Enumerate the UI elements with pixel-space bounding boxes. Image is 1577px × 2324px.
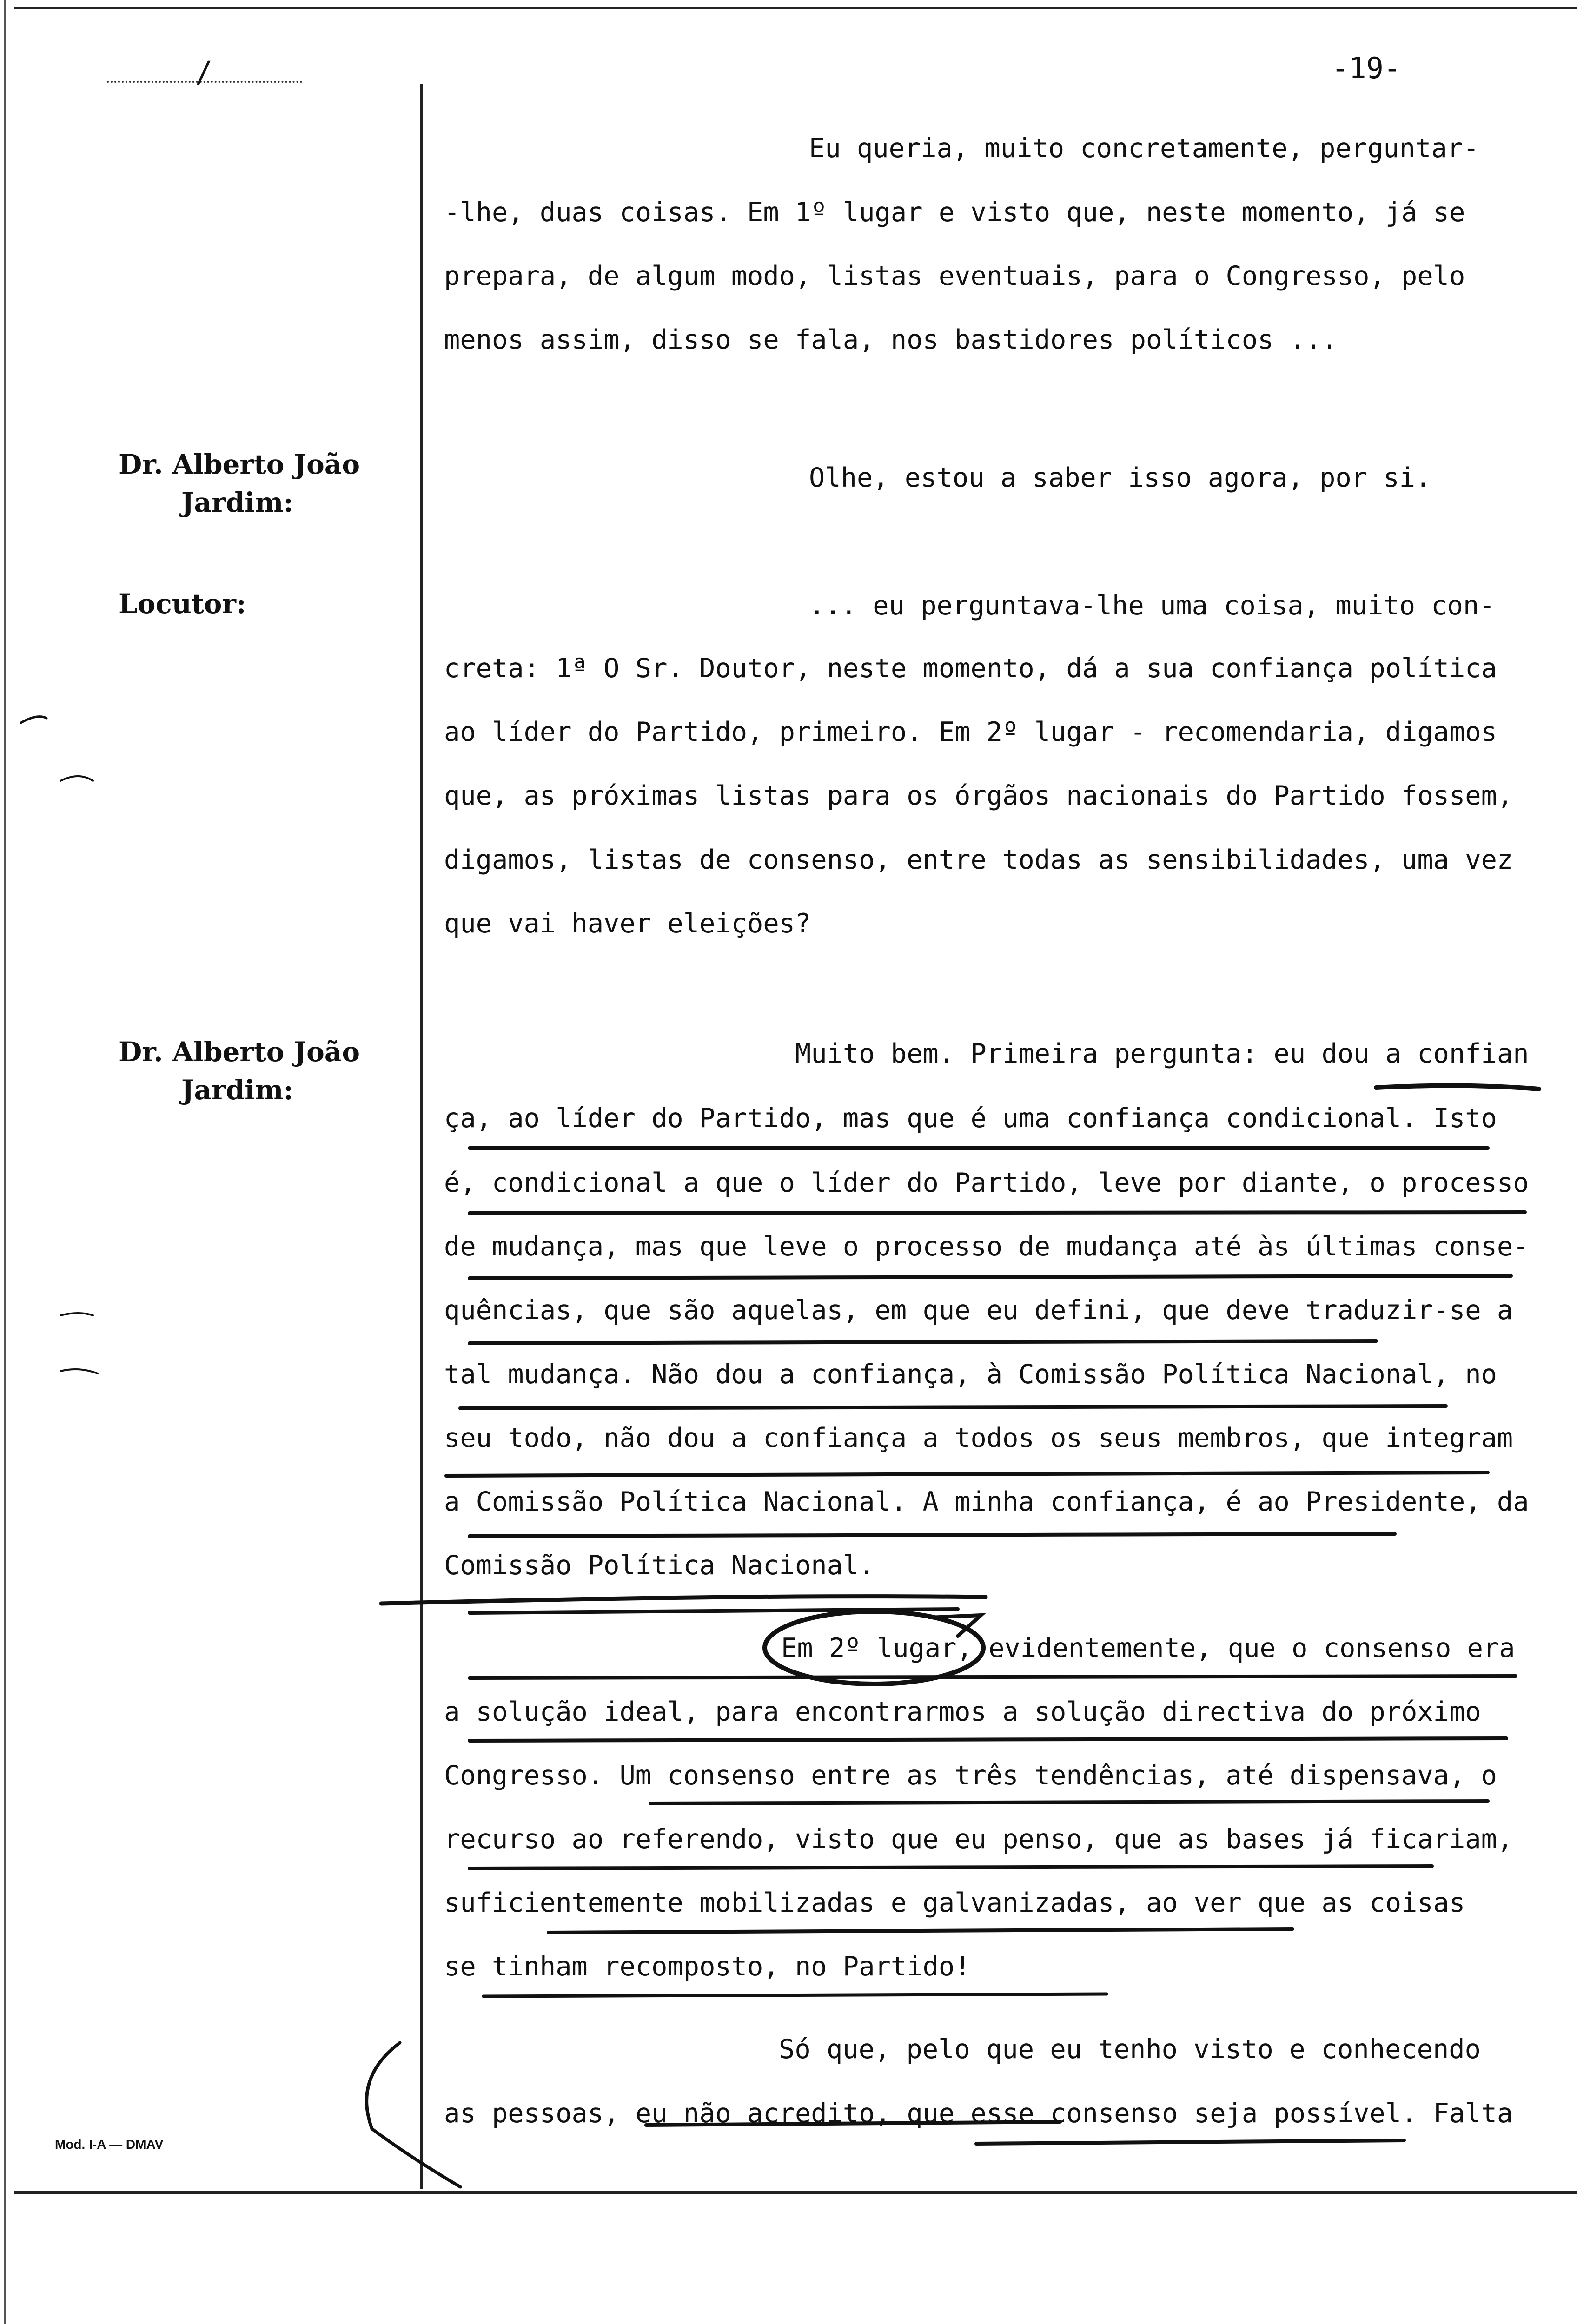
speaker-name: Locutor: (119, 588, 246, 620)
text-line: -lhe, duas coisas. Em 1º lugar e visto que, neste momento, já se (444, 197, 1465, 228)
text-line: digamos, listas de consenso, entre todas as sensibilidades, uma vez (444, 845, 1513, 875)
speaker-name: Dr. Alberto João (119, 1036, 360, 1068)
text-line: Comissão Política Nacional. (444, 1550, 875, 1581)
speaker-label (119, 585, 246, 623)
text-line: Em 2º lugar, evidentemente, que o consenso era (781, 1633, 1515, 1664)
top-left-mark (107, 55, 302, 89)
text-line: suficientemente mobilizadas e galvanizadas, ao ver que as coisas (444, 1888, 1465, 1918)
speaker-label (119, 1033, 360, 1109)
text-line: Eu queria, muito concretamente, perguntar- (809, 133, 1479, 164)
page-number: -19- (1332, 51, 1401, 85)
left-border (4, 0, 6, 2324)
text-line: recurso ao referendo, visto que eu penso, que as bases já ficariam, (444, 1824, 1513, 1855)
speaker-name: Dr. Alberto João (119, 449, 360, 480)
text-line: Muito bem. Primeira pergunta: eu dou a confian (795, 1038, 1529, 1069)
text-line: ... eu perguntava-lhe uma coisa, muito con- (809, 590, 1495, 621)
text-line: tal mudança. Não dou a confiança, à Comissão Política Nacional, no (444, 1359, 1497, 1390)
text-line: é, condicional a que o líder do Partido, leve por diante, o processo (444, 1168, 1529, 1198)
speaker-name-cont: Jardim: (181, 487, 293, 518)
top-border (14, 7, 1577, 9)
text-line: Só que, pelo que eu tenho visto e conhecendo (779, 2034, 1481, 2065)
text-line: se tinham recomposto, no Partido! (444, 1951, 971, 1982)
text-line: ao líder do Partido, primeiro. Em 2º lugar - recomendaria, digamos (444, 717, 1497, 747)
text-line: menos assim, disso se fala, nos bastidores políticos ... (444, 324, 1338, 355)
text-line: Congresso. Um consenso entre as três tendências, até dispensava, o (444, 1760, 1497, 1791)
text-line: ça, ao líder do Partido, mas que é uma confiança condicional. Isto (444, 1103, 1497, 1134)
speaker-label (119, 445, 360, 522)
top-mark-text: / (195, 55, 213, 89)
text-line: a Comissão Política Nacional. A minha confiança, é ao Presidente, da (444, 1486, 1529, 1517)
text-line: as pessoas, eu não acredito, que esse consenso seja possível. Falta (444, 2098, 1513, 2129)
form-code: Mod. I-A — DMAV (55, 2137, 164, 2152)
text-line: a solução ideal, para encontrarmos a solução directiva do próximo (444, 1697, 1481, 1727)
text-line: que, as próximas listas para os órgãos nacionais do Partido fossem, (444, 780, 1513, 811)
text-line: creta: 1ª O Sr. Doutor, neste momento, dá a sua confiança política (444, 653, 1497, 684)
speaker-name-cont: Jardim: (181, 1074, 293, 1106)
speaker-margin-line (420, 84, 423, 2189)
text-line: Olhe, estou a saber isso agora, por si. (809, 462, 1431, 493)
text-line: prepara, de algum modo, listas eventuais, para o Congresso, pelo (444, 261, 1465, 291)
bottom-border (14, 2191, 1577, 2194)
text-line: de mudança, mas que leve o processo de mudança até às últimas conse- (444, 1231, 1529, 1262)
text-line: que vai haver eleições? (444, 908, 811, 939)
text-line: quências, que são aquelas, em que eu defini, que deve traduzir-se a (444, 1295, 1513, 1326)
text-line: seu todo, não dou a confiança a todos os seus membros, que integram (444, 1423, 1513, 1453)
